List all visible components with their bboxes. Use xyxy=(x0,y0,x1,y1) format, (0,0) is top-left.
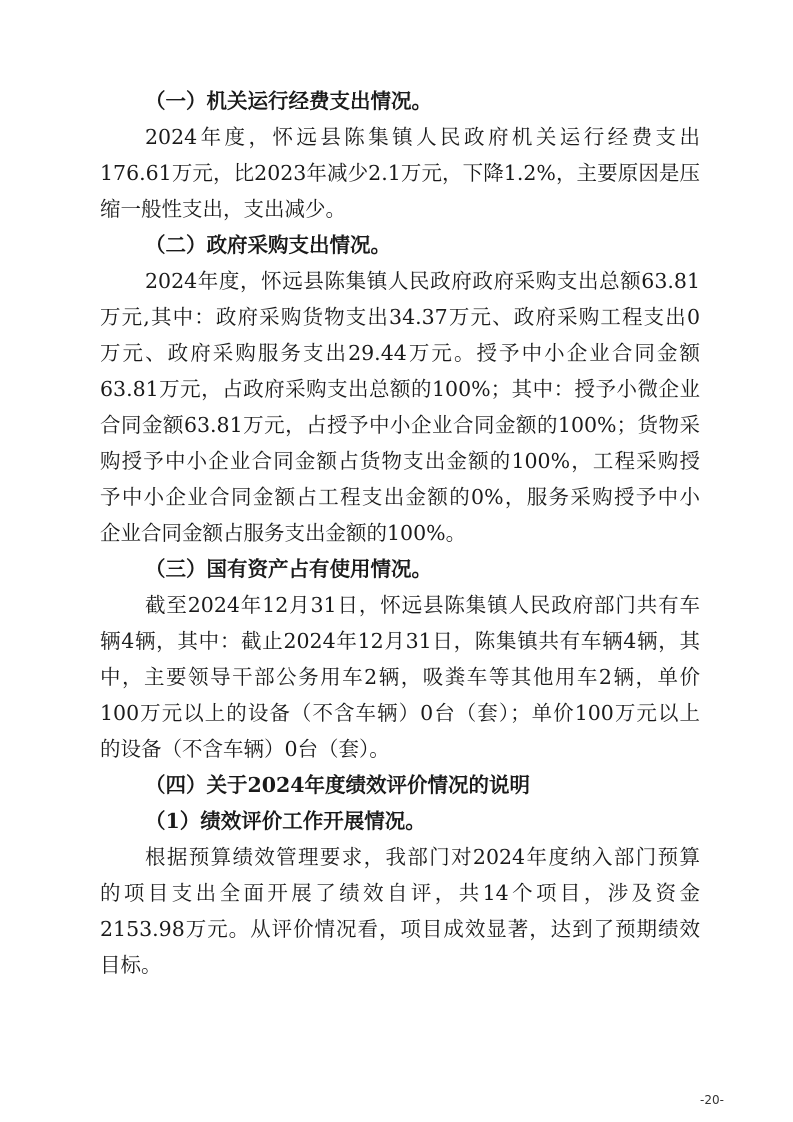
paragraph-line: 缩一般性支出，支出减少。 xyxy=(100,197,346,221)
paragraph-line: 万元、政府采购服务支出29.44万元。授予中小企业合同金额 xyxy=(100,341,700,365)
section-heading-2: （二）政府采购支出情况。 xyxy=(145,233,391,257)
paragraph-line: 的项目支出全面开展了绩效自评，共14个项目，涉及资金 xyxy=(100,881,700,905)
paragraph-line: 目标。 xyxy=(100,953,162,977)
paragraph-line: 企业合同金额占服务支出金额的100%。 xyxy=(100,521,467,545)
section-heading-3: （三）国有资产占有使用情况。 xyxy=(145,557,432,581)
section-heading-4: （四）关于2024年度绩效评价情况的说明 xyxy=(145,773,531,797)
paragraph-line: 63.81万元，占政府采购支出总额的100%；其中：授予小微企业 xyxy=(100,377,700,401)
paragraph-line: 购授予中小企业合同金额占货物支出金额的100%，工程采购授 xyxy=(100,449,700,473)
paragraph-line: 万元,其中：政府采购货物支出34.37万元、政府采购工程支出0 xyxy=(100,305,700,329)
subsection-heading: （1）绩效评价工作开展情况。 xyxy=(145,809,426,833)
paragraph-line: 根据预算绩效管理要求，我部门对2024年度纳入部门预算 xyxy=(145,845,700,869)
page-number: -20- xyxy=(700,1093,724,1107)
paragraph-line: 予中小企业合同金额占工程支出金额的0%，服务采购授予中小 xyxy=(100,485,700,509)
paragraph-line: 100万元以上的设备（不含车辆）0台（套）；单价100万元以上 xyxy=(100,701,700,725)
paragraph-line: 中，主要领导干部公务用车2辆，吸粪车等其他用车2辆，单价 xyxy=(100,665,700,689)
paragraph-line: 合同金额63.81万元，占授予中小企业合同金额的100%；货物采 xyxy=(100,413,700,437)
paragraph-line: 176.61万元，比2023年减少2.1万元，下降1.2%，主要原因是压 xyxy=(100,161,700,185)
paragraph-line: 的设备（不含车辆）0台（套）。 xyxy=(100,737,390,761)
paragraph-line: 截至2024年12月31日，怀远县陈集镇人民政府部门共有车 xyxy=(145,593,700,617)
paragraph-line: 辆4辆，其中：截止2024年12月31日，陈集镇共有车辆4辆，其 xyxy=(100,629,700,653)
paragraph-line: 2024年度，怀远县陈集镇人民政府机关运行经费支出 xyxy=(145,125,700,149)
paragraph-line: 2153.98万元。从评价情况看，项目成效显著，达到了预期绩效 xyxy=(100,917,700,941)
paragraph-line: 2024年度，怀远县陈集镇人民政府政府采购支出总额63.81 xyxy=(145,269,700,293)
section-heading-1: （一）机关运行经费支出情况。 xyxy=(145,89,432,113)
